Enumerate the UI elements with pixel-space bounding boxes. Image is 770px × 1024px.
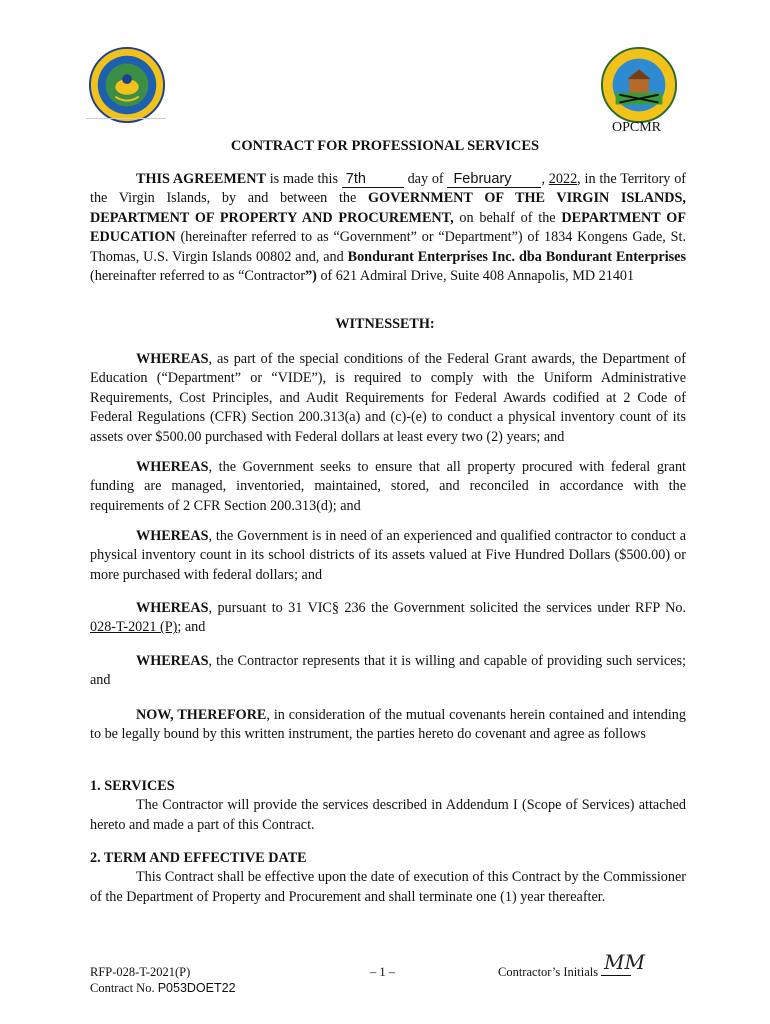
day-field[interactable]: 7th <box>342 172 404 188</box>
initials-label: Contractor’s Initials <box>498 965 602 979</box>
whereas-paragraph-1 <box>90 350 686 447</box>
whereas-lead: WHEREAS <box>136 600 209 616</box>
agreement-close: ”) <box>305 268 317 285</box>
whereas-lead: WHEREAS <box>136 653 209 669</box>
whereas-text: , as part of the special conditions of the Federal Grant awards, the Department of Education (“Department” or “VIDE”), is required to comply with the Uniform Administrative Requirements, Cost Principles, and Audit Requirements for Federal Awards codified at 2 Code of Federal Regulations (CFR) Section 200.313(a) and (c)-(e) to conduct a physical inventory count of its assets over $500.00 purchased with Federal dollars at least every two (2) years; and <box>90 351 686 445</box>
witnesseth-heading: WITNESSETH: <box>335 316 435 332</box>
section-heading: 1. SERVICES <box>90 778 175 794</box>
rfp-number: 028-T-2021 (P) <box>90 619 178 636</box>
seal-underline <box>86 118 166 119</box>
now-therefore-text: , in consideration of the mutual covenants herein contained and intending to be legally bound by this written instrument, the parties hereto do covenant and agree as follows <box>90 707 686 743</box>
section-services <box>90 777 686 835</box>
year-value: 2022 <box>548 171 578 187</box>
contractor-name: Bondurant Enterprises Inc. dba Bondurant Enterprises <box>347 248 686 265</box>
whereas-text: , the Contractor represents that it is willing and capable of providing such services; and <box>90 653 686 689</box>
document-title: CONTRACT FOR PROFESSIONAL SERVICES <box>230 138 540 154</box>
footer-reference <box>90 964 236 996</box>
contract-number: P053DOET22 <box>157 981 236 995</box>
section-term <box>90 849 686 907</box>
agreement-text-8: of 621 Admiral Drive, Suite 408 Annapolis, MD 21401 <box>316 268 635 285</box>
property-procurement-seal-icon <box>600 46 678 124</box>
now-therefore-paragraph <box>90 706 686 745</box>
whereas-text: , pursuant to 31 VIC§ 236 the Government solicited the services under RFP No. <box>208 600 686 616</box>
agreement-paragraph <box>90 170 686 286</box>
whereas-paragraph-3 <box>90 527 686 585</box>
agreement-text-3: , <box>541 171 549 187</box>
agreement-text-1: is made this <box>265 171 342 187</box>
now-therefore-lead: NOW, THEREFORE <box>136 707 267 723</box>
page-number: – 1 – <box>370 965 395 979</box>
government-seal-icon <box>88 46 166 124</box>
contract-number-line <box>90 980 236 996</box>
agreement-lead: THIS AGREEMENT <box>136 171 266 187</box>
whereas-text: , the Government is in need of an experienced and qualified contractor to conduct a physical inventory count in its school districts of its assets valued at Five Hundred Dollars ($500.00) or more purchased with federal dollars; and <box>90 528 686 583</box>
party-name: GOVERNMENT OF THE VIRGIN ISLANDS, DEPARTMENT OF PROPERTY AND PROCUREMENT, <box>90 190 686 226</box>
whereas-lead: WHEREAS <box>136 528 209 544</box>
whereas-paragraph-5 <box>90 652 686 691</box>
whereas-lead: WHEREAS <box>136 351 209 367</box>
agreement-text-2: day of <box>403 171 448 187</box>
contract-number-label: Contract No. <box>90 981 158 995</box>
month-field[interactable]: February <box>447 172 541 188</box>
whereas-paragraph-4 <box>90 599 686 638</box>
whereas-paragraph-2 <box>90 458 686 516</box>
agreement-text-5: on behalf of the <box>453 209 562 226</box>
section-text: The Contractor will provide the services described in Addendum I (Scope of Services) attached hereto and made a part of this Contract. <box>90 797 686 833</box>
agreement-text-4: , in the Territory of the Virgin Islands, by and between the <box>90 171 687 207</box>
section-text: This Contract shall be effective upon the date of execution of this Contract by the Commissioner of the Department of Property and Procurement and shall terminate one (1) year thereafter. <box>90 869 686 905</box>
agreement-text-7: (hereinafter referred to as “Contractor <box>90 268 306 285</box>
agreement-text-6: (hereinafter referred to as “Government” or “Department”) of 1834 Kongens Gade, St. Thomas, U.S. Virgin Islands 00802 and, and <box>90 229 686 265</box>
whereas-text: , the Government seeks to ensure that all property procured with federal grant funding are managed, inventoried, maintained, stored, and reconciled in accordance with the requirements of 2 CFR Section 200.313(d); and <box>90 459 686 514</box>
whereas-lead: WHEREAS <box>136 459 209 475</box>
rfp-reference: RFP-028-T-2021(P) <box>90 965 191 979</box>
whereas-text-end: ; and <box>177 619 206 636</box>
section-heading: 2. TERM AND EFFECTIVE DATE <box>90 850 307 866</box>
initials-signature: MM <box>604 950 645 974</box>
department-name: DEPARTMENT OF EDUCATION <box>90 209 686 246</box>
opcmr-label: OPCMR <box>612 120 662 135</box>
